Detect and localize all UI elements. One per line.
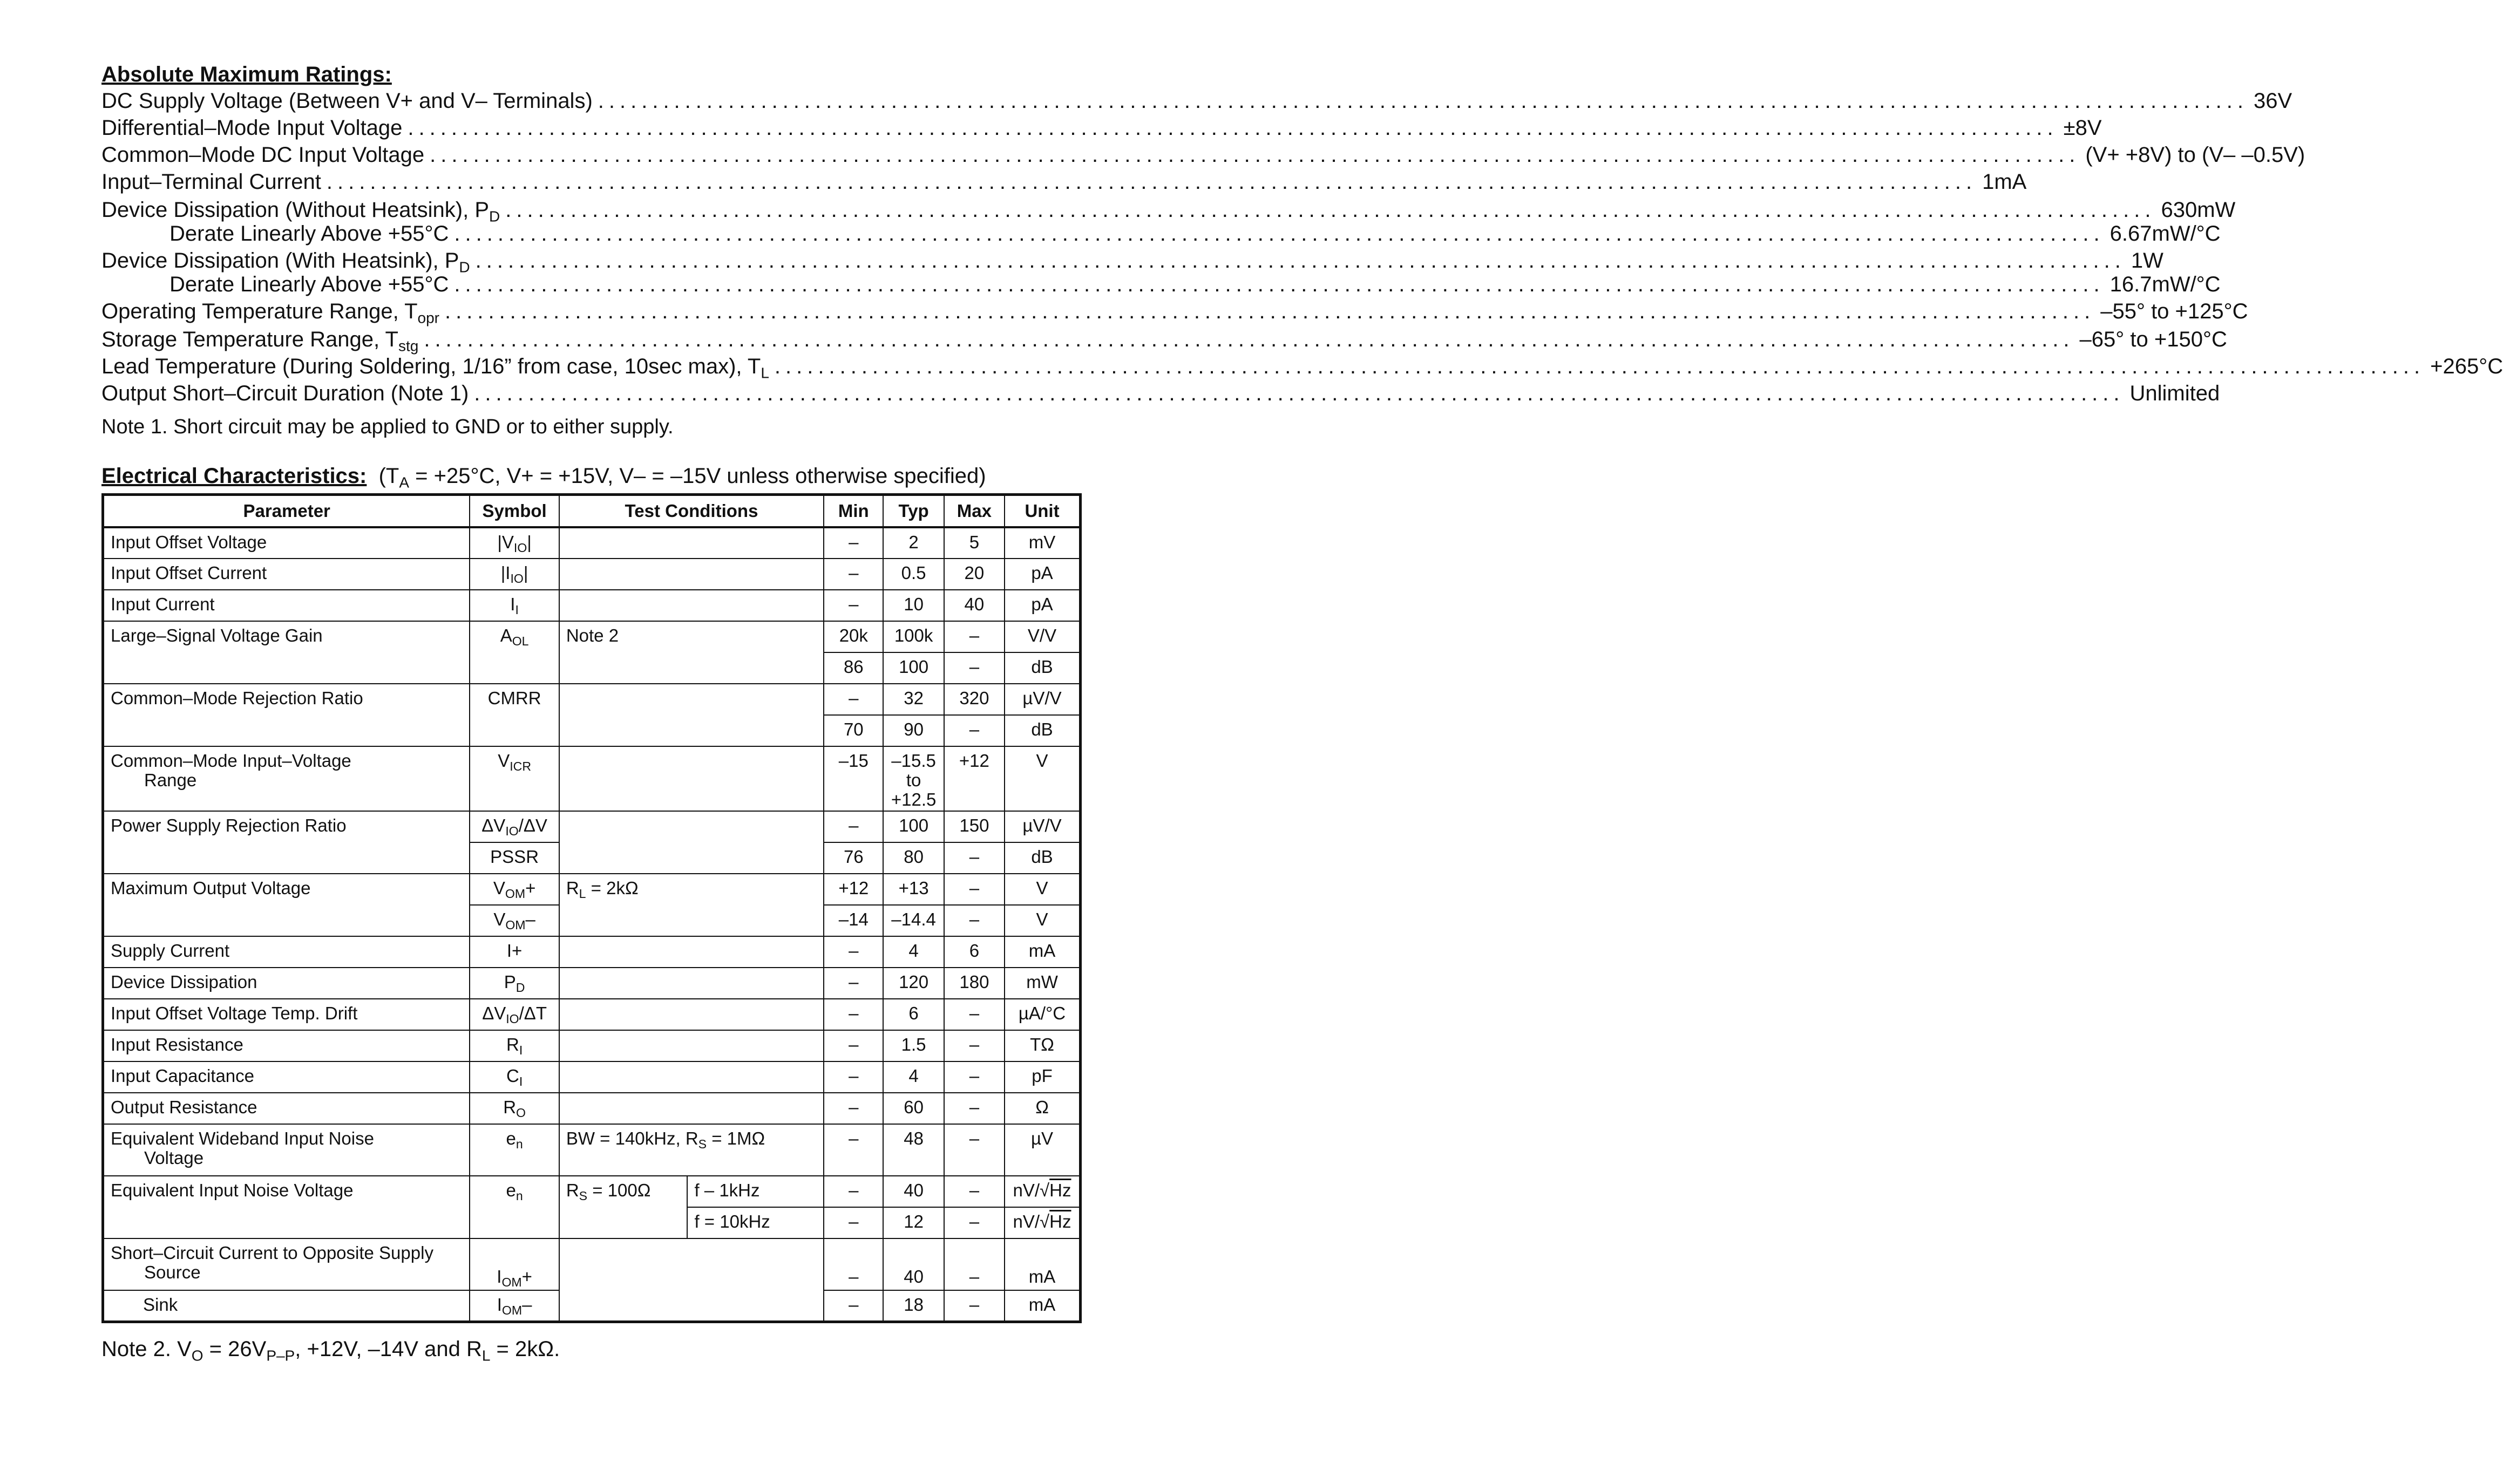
table-row: Input Offset Voltage $|V_{IO}|$ – 2 5 mV bbox=[103, 527, 1081, 559]
rating-value: 1W bbox=[2131, 249, 2163, 273]
rating-label: Storage Temperature Range, T bbox=[101, 328, 398, 351]
table-row: Input Offset Voltage Temp. Drift $\Delta V_{IO}/\Delta T$ – 6 – µA/°C bbox=[103, 999, 1081, 1030]
table-row: Supply Current I+ – 4 6 mA bbox=[103, 936, 1081, 968]
rating-row: Differential–Mode Input Voltage ........................................................................................................................................................ ±8V bbox=[101, 116, 2102, 140]
col-header: Unit bbox=[1005, 495, 1080, 528]
table-row: Short–Circuit Current to Opposite Supply Source $I_{OM}+$ – 40 – mA bbox=[103, 1238, 1081, 1290]
note-1: Note 1. Short circuit may be applied to GND or to either supply. bbox=[101, 416, 674, 438]
rating-label: Derate Linearly Above +55°C bbox=[169, 273, 449, 296]
table-header-row bbox=[103, 495, 1081, 528]
elec-char-title: Electrical Characteristics: bbox=[101, 464, 367, 488]
rating-value: 16.7mW/°C bbox=[2109, 273, 2221, 296]
rating-value: 6.67mW/°C bbox=[2109, 222, 2221, 246]
table-row: Sink $I_{OM}-$ – 18 – mA bbox=[103, 1290, 1081, 1322]
rating-row: Derate Linearly Above +55°C ........................................................................................................................................................ 16.7mW/°C bbox=[169, 273, 2221, 296]
table-row: 70 90 – dB bbox=[103, 715, 1081, 746]
abs-max-title: Absolute Maximum Ratings: bbox=[101, 63, 392, 86]
table-row: Device Dissipation $P_D$ – 120 180 mW bbox=[103, 968, 1081, 999]
rating-row: Input–Terminal Current ........................................................................................................................................................ 1mA bbox=[101, 170, 2027, 194]
rating-label: DC Supply Voltage (Between V+ and V– Terminals) bbox=[101, 89, 593, 113]
rating-row: Output Short–Circuit Duration (Note 1) ........................................................................................................................................................ Unlimited bbox=[101, 382, 2220, 405]
table-row: 86 100 – dB bbox=[103, 652, 1081, 684]
rating-value: ±8V bbox=[2063, 116, 2102, 140]
col-header: Min bbox=[824, 495, 883, 528]
rating-row: DC Supply Voltage (Between V+ and V– Terminals) ........................................................................................................................................................ 36V bbox=[101, 89, 2292, 113]
rating-row: Lead Temperature (During Soldering, 1/16” from case, 10sec max), $T_L$ ........................................................................................................................................................ +265°C bbox=[101, 355, 2503, 382]
table-row: Common–Mode Rejection Ratio CMRR – 32 320 µV/V bbox=[103, 684, 1081, 715]
note-2: Note 2. $V_O = 26V_{P-P}$, +12V, –14V and $R_L = 2k\Omega$. bbox=[101, 1337, 560, 1364]
col-header: Test Conditions bbox=[559, 495, 824, 528]
col-header: Parameter bbox=[103, 495, 470, 528]
rating-row: Derate Linearly Above +55°C ........................................................................................................................................................ 6.67mW/°C bbox=[169, 222, 2221, 246]
rating-value: Unlimited bbox=[2129, 382, 2220, 405]
rating-label: Device Dissipation (With Heatsink), P bbox=[101, 249, 459, 273]
rating-value: –65° to +150°C bbox=[2079, 328, 2227, 351]
table-row: Equivalent Wideband Input Noise Voltage $e_n$ BW = 140kHz, $R_S = 1M\Omega$ – 48 – µV bbox=[103, 1124, 1081, 1176]
rating-label: Operating Temperature Range, T bbox=[101, 299, 418, 323]
rating-value: +265°C bbox=[2430, 355, 2503, 378]
col-header: Typ bbox=[883, 495, 944, 528]
rating-row: Device Dissipation (Without Heatsink), $P_D$ ........................................................................................................................................................ 630mW bbox=[101, 198, 2236, 225]
table-row: Maximum Output Voltage $V_{OM}+$ $R_L = 2k\Omega$ +12 +13 – V bbox=[103, 874, 1081, 905]
rating-label: Output Short–Circuit Duration (Note 1) bbox=[101, 382, 469, 405]
rating-label: Differential–Mode Input Voltage bbox=[101, 116, 403, 140]
rating-row: Operating Temperature Range, $T_{opr}$ ........................................................................................................................................................ –55° to +125°C bbox=[101, 299, 2248, 326]
table-row: $V_{OM}-$ –14 –14.4 – V bbox=[103, 905, 1081, 936]
rating-label: Lead Temperature (During Soldering, 1/16” from case, 10sec max), T bbox=[101, 355, 761, 378]
rating-value: 1mA bbox=[1982, 170, 2027, 194]
electrical-characteristics-table bbox=[101, 493, 1082, 1323]
rating-row: Device Dissipation (With Heatsink), $P_D$ ........................................................................................................................................................ 1W bbox=[101, 249, 2163, 276]
rating-value: (V+ +8V) to (V– –0.5V) bbox=[2085, 143, 2305, 167]
rating-label: Derate Linearly Above +55°C bbox=[169, 222, 449, 246]
rating-value: 36V bbox=[2253, 89, 2292, 113]
rating-label: Input–Terminal Current bbox=[101, 170, 321, 194]
table-row: Equivalent Input Noise Voltage $e_n$ $R_S = 100\Omega$ f – 1kHz – 40 – nV/√Hz bbox=[103, 1176, 1081, 1207]
table-row: Input Capacitance $C_I$ – 4 – pF bbox=[103, 1061, 1081, 1093]
rating-value: 630mW bbox=[2161, 198, 2236, 222]
table-row: Common–Mode Input–Voltage Range $V_{ICR}$ –15 –15.5 to +12.5 +12 V bbox=[103, 746, 1081, 811]
table-row: f = 10kHz – 12 – nV/√Hz bbox=[103, 1207, 1081, 1238]
table-row: Input Current $I_I$ – 10 40 pA bbox=[103, 590, 1081, 621]
col-header: Max bbox=[944, 495, 1005, 528]
rating-row: Storage Temperature Range, $T_{stg}$ ........................................................................................................................................................ –65° to +150°C bbox=[101, 328, 2227, 355]
table-row: Large–Signal Voltage Gain $A_{OL}$ Note 2 20k 100k – V/V bbox=[103, 621, 1081, 652]
table-row: PSSR 76 80 – dB bbox=[103, 842, 1081, 874]
rating-value: –55° to +125°C bbox=[2100, 299, 2248, 323]
rating-label: Common–Mode DC Input Voltage bbox=[101, 143, 425, 167]
rating-label: Device Dissipation (Without Heatsink), P bbox=[101, 198, 490, 222]
col-header: Symbol bbox=[470, 495, 559, 528]
table-row: Input Offset Current $|I_{IO}|$ – 0.5 20 pA bbox=[103, 559, 1081, 590]
table-row: Output Resistance $R_O$ – 60 – Ω bbox=[103, 1093, 1081, 1124]
table-row: Power Supply Rejection Ratio $\Delta V_{IO}/\Delta V$ – 100 150 µV/V bbox=[103, 811, 1081, 842]
elec-char-heading: Electrical Characteristics: ($T_A = +25^\circ C$, V+ = +15V, V– = –15V unless otherwise specified) bbox=[101, 464, 986, 491]
rating-row: Common–Mode DC Input Voltage ........................................................................................................................................................ (V+ +8V) to (V– –0.5V) bbox=[101, 143, 2305, 167]
table-row: Input Resistance $R_I$ – 1.5 – TΩ bbox=[103, 1030, 1081, 1061]
